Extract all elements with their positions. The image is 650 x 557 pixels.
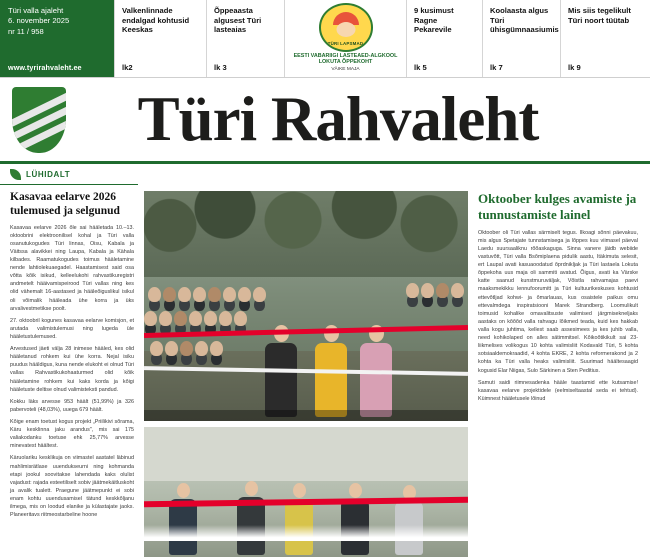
nav-item-0-page: lk2 [122, 63, 133, 73]
left-article-paragraph: Kokku läks arvesse 953 häält (51,99%) ja 326 pabervoteli (48,03%), uuega 679 häält. [10, 398, 134, 413]
masthead-line-3: nr 11 / 958 [8, 26, 44, 36]
logo-sub-1: EESTI VABARIIGI LASTEAED-ALGKOOL [293, 52, 398, 59]
photo-caption-strip [144, 410, 468, 421]
top-navigation-bar [0, 0, 650, 78]
logo-subtitle-block [294, 53, 398, 73]
photo-ribbon-cutting-group [144, 427, 468, 557]
photo2-figure-4 [340, 483, 370, 555]
nav-item-3[interactable] [482, 0, 560, 77]
left-article-paragraph: 27. oktoobril kogunes kasavaa eelarve komisjon, et arutada valimistulemusi ning lugeda üle hääletustulemused. [10, 317, 134, 341]
masthead-info [0, 0, 114, 77]
nav-item-2[interactable] [406, 0, 482, 77]
nav-item-1[interactable] [206, 0, 284, 77]
left-article-body [10, 224, 134, 520]
left-article-headline: Kasavaa eelarve 2026 tulemused ja selgunud [10, 191, 120, 217]
nav-item-2-title: 9 kusimust Ragne Pekarevile [414, 6, 454, 35]
center-column-photos [144, 191, 468, 555]
photo-ribbon-cutting-ceremony [144, 191, 468, 421]
nav-item-2-page: lk 5 [414, 63, 427, 73]
logo-sub-2: VÄIKE MAJA [331, 67, 360, 73]
nav-item-4-page: lk 9 [568, 63, 581, 73]
right-article-headline: Oktoober kulges avamiste ja tunnustamiste lainel [478, 191, 637, 222]
section-label-lyhidalt [0, 164, 138, 185]
town-crest-icon [12, 87, 66, 153]
nav-item-4-title: Mis siis tegelikult Türi noort tüütab [568, 6, 631, 25]
logo-top-text: TÜRI LAPSMAD [327, 41, 364, 47]
photo2-figure-2 [236, 481, 266, 555]
school-logo-icon [319, 3, 373, 52]
masthead-website-url[interactable]: www.tyrirahvaleht.ee [8, 63, 82, 73]
section-label-text: LÜHIDALT [26, 170, 71, 179]
right-column-article [478, 191, 638, 555]
nav-item-3-page: lk 7 [490, 63, 503, 73]
nav-logo-block[interactable] [284, 0, 406, 77]
nav-item-4[interactable] [560, 0, 650, 77]
nav-item-1-title: Õppeaasta algusest Türi lasteaias [214, 6, 262, 35]
nav-item-1-page: lk 3 [214, 63, 227, 73]
nav-item-3-title: Koolaasta algus Türi ühisgümnaasiumis [490, 6, 559, 35]
left-column-article [10, 191, 134, 555]
photo2-figure-3 [284, 483, 314, 555]
left-article-paragraph: Kasavaa eelarve 2026 õle sai hääletada 10.–13. oktoobrini elektroonilisel kohal ja Türi valla osanutukogudes Türi linnas, Oisu, Kabala ja Väitssa alavikkei ning Laupa, Kabala ja Kähala kilbades. Raamatukogudes toimus hääletamine nende lahtiolekuaegadel. Haastamisest said osa võtta kõik isikud, kelleelukohi rahvastikuregistri andmetelt hääivamispeirood Türi vallas ning kes olid vähemalt 16-aastased ja hääleõiguslikul isikul oli võimalik hääleada ühe korra ja üks arvalivestmetikse poolt. [10, 224, 134, 312]
logo-mid-text: LOKUTA ÕPPEKOHT [318, 59, 373, 66]
masthead-line-2: 6. november 2025 [8, 16, 70, 26]
right-article-body [478, 229, 638, 403]
photo2-figure-1 [168, 483, 198, 555]
right-article-paragraph: Samuti saidi riimnesadenka hääle taastamid ette kutsamise! kasavaa eelarve projektidele (eelmiseltaastal seda ei tehtud). Küimnest hääletusele lõinud [478, 379, 638, 402]
left-article-paragraph: Arvestused jäeti välja 28 inimese hääled, kes olid hääletanud rohkem kui ühe korra. Nejal isiku puudus hääldigus, kuna nende elukoht ei olnud Türi vallas Rahvastikukohaaturmed olid kõik hääletamine rohkem kui kaks korda ja kõigi hääletuste deltise olnud valimisteksti pandud. [10, 346, 134, 393]
content-area [0, 185, 650, 555]
photo2-figure-5 [394, 485, 424, 555]
nav-item-0[interactable] [114, 0, 206, 77]
left-article-paragraph: Käruolariku kesklikuja on viimastel aastatel läbinud mahlimisrätlase uuendukseurni ning kohmanda etapi jookul soovitakse lahendada kaks olulist vajadust: rajada esteetiliselt sobiv jäätmekäitluskoht ja avalik tualett. Praegune jäätmepunkt ei sobi enam kohtu uuendusamisel tätund keskkõljanu ilmega, mis on loodud elanike ja külastajate jaoks. Planeeritavs riitmeostarbeline hoone [10, 455, 134, 519]
leaf-icon [10, 169, 21, 180]
masthead-line-1: Türi valla ajaleht [8, 6, 64, 15]
left-article-paragraph: Kõige enam toetust kogus projekt „Priilikivi sõrama, Käru kesklinna jaku arandus", mis sai 175 valiakodanku toetuse ehk 25,77% arvesse minevatest häältest. [10, 419, 134, 450]
right-article-paragraph: Oktoober oli Türi vallas särmiselt tegus. Ilkoagi sõnni päevakuu, mis algus Spetajate tunnstamisega ja lõppes kuu viimasel päeval Laedu suursaaliknu rõõaskaguga. Sinna vanere jäidb webiide vastuvõtt, Türi valla Bsõmiplaena pidulik aastu, Itäkimuta selesit, ert Laupal avati kasuaoodatud õprdnikljak ja Türi lastaela Lokuta õppekoha uus maja oli sammiti avatud. Õigus, avati ka Värske katte saanud kunstmuruväljak, Võistla rahvamajas paevi maaksmekikku lennufoorumitt ja Türi kultuurikeskuses kohtusid ettevõtljad kohwi- ja õmarlauas, kus osaistele paikus omu ettevalmdega inspiratsiooni Marek Strandberg. Loomulikult toimusid kohalike omavalitsuste valimised järgmisekneljaks aastaks on kõõõd valla rahvagu lõikmed teada, kuid kes hakkab valla kogu juhtima, kellest saab assesimees ja kes juhib valla, need kohikolaped on alles sätimmitsel. Kõikoõtikikult sai 23-liikmelises volikogus 10 kohta valimisliit Kodavald Türi, 5 kohta sotsiaaldemokraadid, 4 kohta EKRE, 2 kohta reformerakond ja 2 kohta ka Türi valla heaks valimisliit. Suurimad häältesaagid kogusid Elar Niigas, Sulo Särkinen a Sten Peditius. [478, 229, 638, 374]
paper-banner [0, 78, 650, 164]
page-title: Türi Rahvaleht [137, 84, 539, 154]
nav-item-0-title: Valkenlinnade endalgad kohtusid Keeskas [122, 6, 190, 35]
